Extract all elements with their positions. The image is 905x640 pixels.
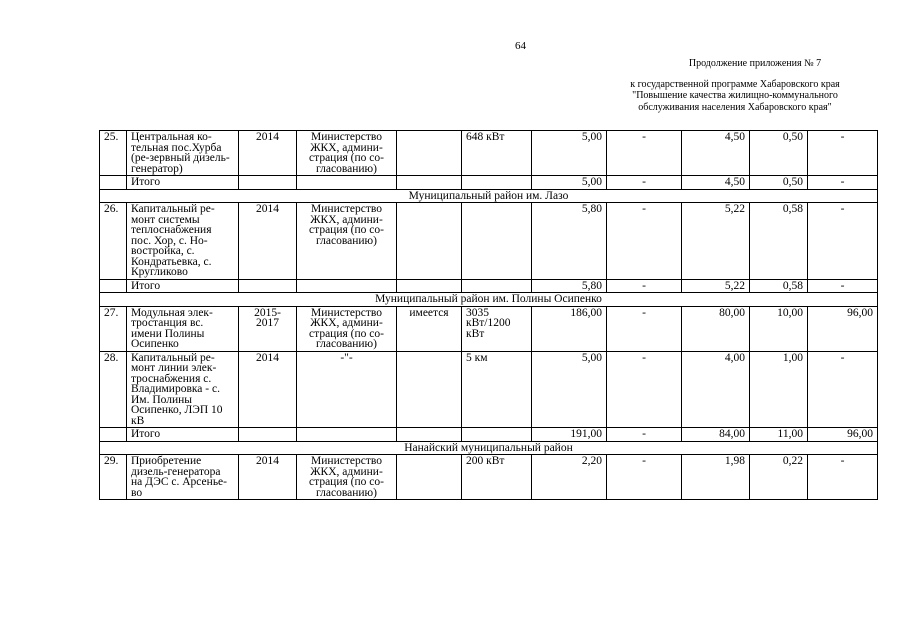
status-cell [397, 131, 462, 176]
table-row [100, 306, 878, 351]
table-row [100, 455, 878, 500]
value-cell-1: - [607, 306, 682, 351]
value-cell-2: 5,22 [682, 203, 750, 280]
value-cell-3: 0,50 [750, 176, 808, 190]
table-row-total [100, 176, 878, 190]
table-row [100, 351, 878, 428]
value-cell-3: 0,50 [750, 131, 808, 176]
value-cell-4: - [808, 455, 878, 500]
value-cell-1: - [607, 131, 682, 176]
status-cell [397, 351, 462, 428]
table-row [100, 131, 878, 176]
status-cell: имеется [397, 306, 462, 351]
capacity-cell: 200 кВт [462, 455, 532, 500]
table-row [100, 203, 878, 280]
value-cell-4: 96,00 [808, 306, 878, 351]
value-cell-3: 0,22 [750, 455, 808, 500]
value-cell-4: - [808, 131, 878, 176]
section-row [100, 293, 878, 307]
value-cell-1: - [607, 351, 682, 428]
value-cell-3: 11,00 [750, 428, 808, 442]
value-cell-1: - [607, 203, 682, 280]
section-title: Муниципальный район им. Полины Осипенко [100, 293, 878, 307]
value-cell-4: 96,00 [808, 428, 878, 442]
total-cell: 5,00 [532, 176, 607, 190]
total-label: Итого [127, 428, 239, 442]
value-cell-3: 0,58 [750, 279, 808, 293]
value-cell-4: - [808, 176, 878, 190]
section-title: Нанайский муниципальный район [100, 441, 878, 455]
value-cell-4: - [808, 279, 878, 293]
total-cell: 5,00 [532, 131, 607, 176]
value-cell-2: 84,00 [682, 428, 750, 442]
page-number: 64 [515, 40, 526, 52]
total-cell: 5,80 [532, 279, 607, 293]
executor-cell: Министерство ЖКХ, админи-страция (по со-гласованию) [297, 203, 397, 280]
row-number: 25. [100, 131, 127, 176]
total-cell: 5,80 [532, 203, 607, 280]
capacity-cell: 3035 кВт/1200 кВт [462, 306, 532, 351]
value-cell-2: 4,50 [682, 176, 750, 190]
year-cell: 2014 [239, 203, 297, 280]
program-table [99, 130, 878, 500]
object-name: Приобретение дизель-генератора на ДЭС с. Арсенье-во [127, 455, 239, 500]
total-cell: 5,00 [532, 351, 607, 428]
value-cell-3: 1,00 [750, 351, 808, 428]
section-row [100, 441, 878, 455]
value-cell-1: - [607, 279, 682, 293]
object-name: Капитальный ре-монт системы теплоснабжения пос. Хор, с. Но-востройка, с. Кондратьевка, с. Кругликово [127, 203, 239, 280]
year-cell: 2014 [239, 455, 297, 500]
header-line-4: обслуживания населения Хабаровского края" [638, 101, 832, 113]
row-number: 29. [100, 455, 127, 500]
capacity-cell [462, 203, 532, 280]
value-cell-3: 10,00 [750, 306, 808, 351]
year-cell: 2014 [239, 131, 297, 176]
header-line-3: "Повышение качества жилищно-коммунального [632, 90, 838, 101]
object-name: Модульная элек-тростанция вс. имени Полины Осипенко [127, 306, 239, 351]
row-number: 27. [100, 306, 127, 351]
value-cell-3: 0,58 [750, 203, 808, 280]
capacity-cell: 648 кВт [462, 131, 532, 176]
total-cell: 186,00 [532, 306, 607, 351]
total-label: Итого [127, 279, 239, 293]
appendix-header [605, 58, 865, 113]
value-cell-2: 4,00 [682, 351, 750, 428]
value-cell-2: 80,00 [682, 306, 750, 351]
status-cell [397, 203, 462, 280]
value-cell-2: 1,98 [682, 455, 750, 500]
executor-cell: -"- [297, 351, 397, 428]
object-name: Центральная ко-тельная пос.Хурба (ре-зервный дизель-генератор) [127, 131, 239, 176]
table-row-total [100, 428, 878, 442]
value-cell-2: 5,22 [682, 279, 750, 293]
capacity-cell: 5 км [462, 351, 532, 428]
table-row-total [100, 279, 878, 293]
executor-cell: Министерство ЖКХ, админи-страция (по со-гласованию) [297, 131, 397, 176]
value-cell-1: - [607, 176, 682, 190]
total-label: Итого [127, 176, 239, 190]
header-line-2: к государственной программе Хабаровского края [630, 78, 840, 90]
value-cell-4: - [808, 203, 878, 280]
row-number: 26. [100, 203, 127, 280]
value-cell-4: - [808, 351, 878, 428]
row-number: 28. [100, 351, 127, 428]
total-cell: 2,20 [532, 455, 607, 500]
year-cell: 2014 [239, 351, 297, 428]
section-title: Муниципальный район им. Лазо [100, 189, 878, 203]
object-name: Капитальный ре-монт линии элек-троснабжения с. Владимировка - с. Им. Полины Осипенко, ЛЭП 10 кВ [127, 351, 239, 428]
header-line-1: Продолжение приложения № 7 [688, 58, 822, 69]
executor-cell: Министерство ЖКХ, админи-страция (по со-гласованию) [297, 455, 397, 500]
year-cell: 2015-2017 [239, 306, 297, 351]
total-cell: 191,00 [532, 428, 607, 442]
value-cell-2: 4,50 [682, 131, 750, 176]
value-cell-1: - [607, 428, 682, 442]
section-row [100, 189, 878, 203]
executor-cell: Министерство ЖКХ, админи-страция (по со-гласованию) [297, 306, 397, 351]
status-cell [397, 455, 462, 500]
value-cell-1: - [607, 455, 682, 500]
